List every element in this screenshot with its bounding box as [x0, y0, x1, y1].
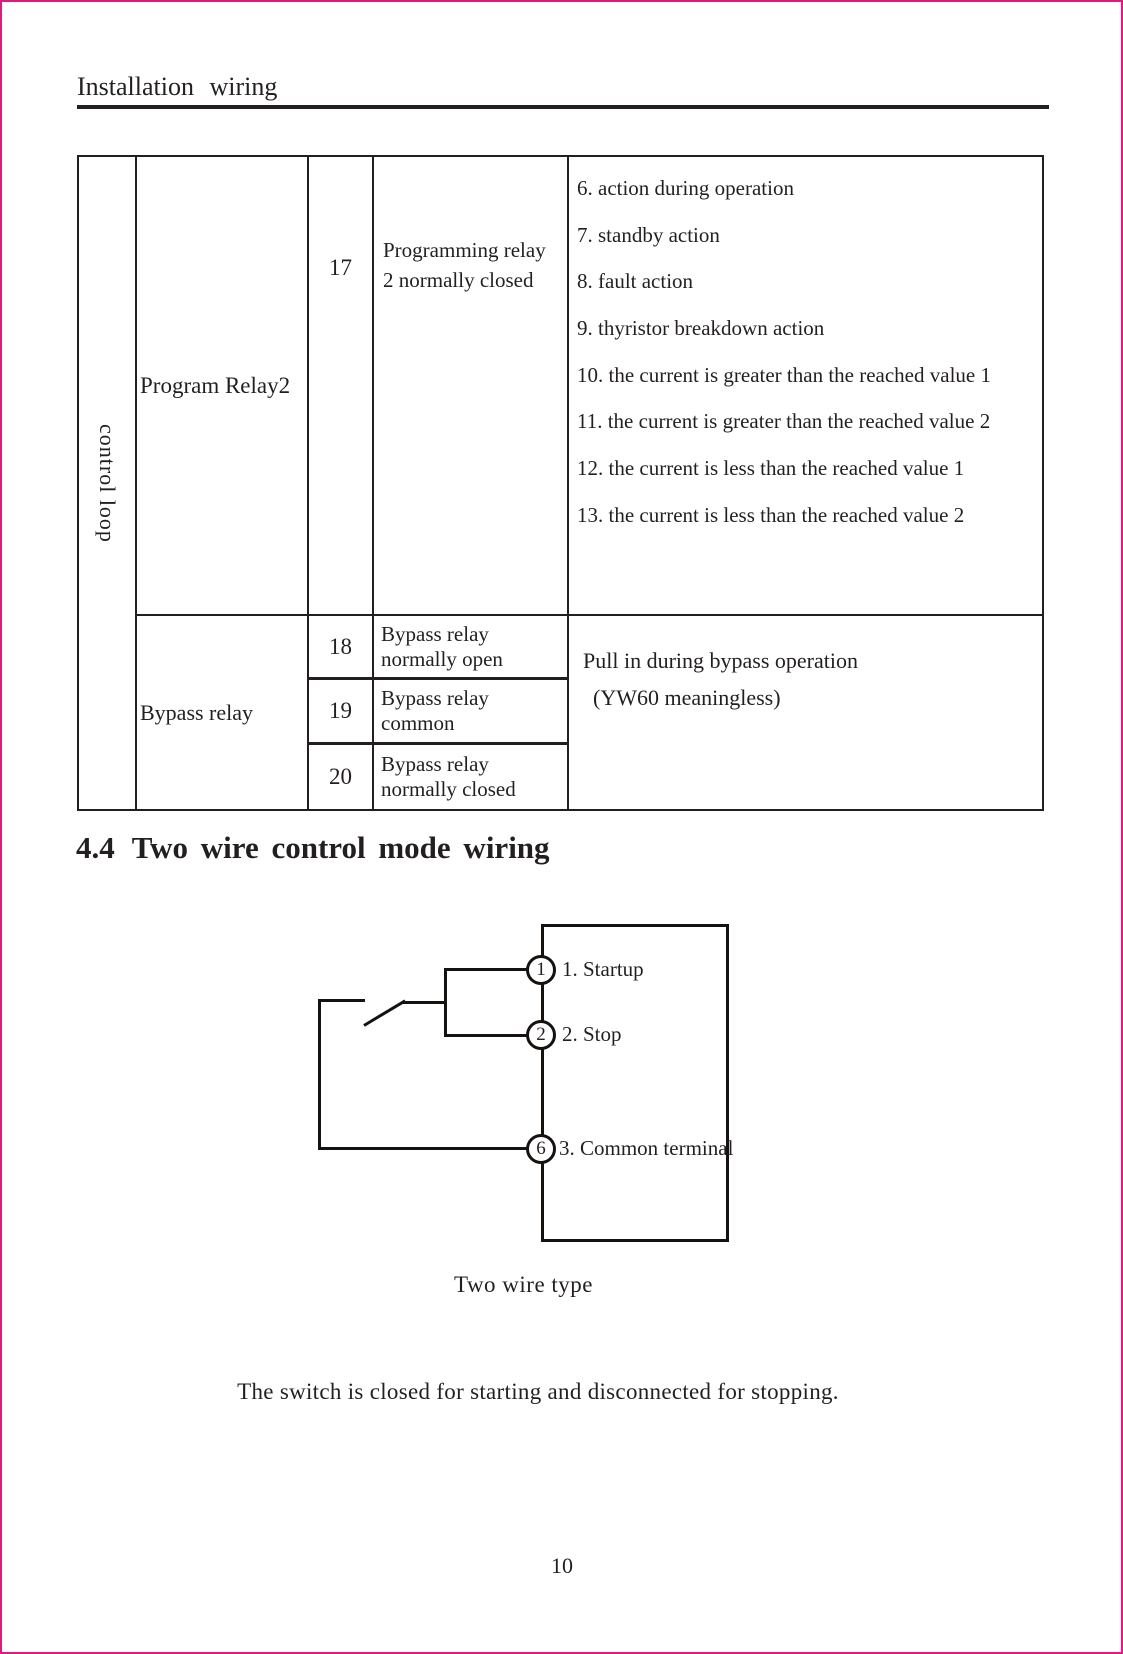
wire-terminal2-horizontal [444, 1034, 528, 1037]
action-item: 9. thyristor breakdown action [577, 315, 825, 340]
terminal-6-number: 6 [536, 1138, 546, 1159]
page-header-title: Installation wiring [77, 72, 278, 101]
switch-blade [363, 999, 406, 1026]
terminal-1-number: 1 [536, 959, 546, 980]
section-heading [76, 830, 550, 866]
table-cell-terminal-19: 19 [307, 677, 372, 742]
bypass-relay-label: Bypass relay [140, 699, 254, 725]
function-18-line1: Bypass relay [381, 621, 489, 646]
terminal-wiring-table [77, 155, 1044, 811]
action-item: 6. action during operation [577, 175, 794, 200]
wire-left-post-vertical [318, 999, 321, 1150]
function-19-line2: common [381, 711, 455, 735]
table-cell-program-relay2-group [135, 157, 307, 614]
header-rule [77, 105, 1049, 109]
control-loop-label: control loop [95, 423, 120, 543]
page-number: 10 [551, 1553, 573, 1578]
table-cell-terminal-20: 20 [307, 742, 372, 809]
function-17-line2: 2 normally closed [383, 268, 534, 292]
terminal-circle-1 [526, 955, 556, 985]
table-cell-function-19 [372, 677, 567, 742]
terminal-2-label: 2. Stop [562, 1022, 622, 1046]
bypass-description-line2: (YW60 meaningless) [593, 685, 781, 710]
wire-terminal1-horizontal [444, 968, 528, 971]
program-relay2-label: Program Relay2 [140, 372, 291, 398]
table-cell-control-loop [79, 157, 135, 809]
function-17-line1: Programming relay [383, 238, 546, 262]
note-text: The switch is closed for starting and disconnected for stopping. [237, 1379, 839, 1404]
terminal-circle-6 [526, 1134, 556, 1164]
table-cell-function-17 [372, 157, 567, 614]
action-item: 7. standby action [577, 222, 720, 247]
table-cell-terminal-18: 18 [307, 614, 372, 677]
terminal-circle-2 [526, 1020, 556, 1050]
bypass-description-line1: Pull in during bypass operation [583, 648, 858, 673]
diagram-caption: Two wire type [454, 1272, 594, 1297]
section-title: Two wire control mode wiring [131, 830, 550, 865]
table-cell-bypass-relay-group [135, 614, 307, 809]
table-cell-action-list [567, 157, 1042, 614]
action-item: 8. fault action [577, 269, 694, 294]
action-item: 13. the current is less than the reached value 2 [577, 502, 965, 527]
function-18-line2: normally open [381, 646, 503, 671]
action-item: 10. the current is greater than the reached value 1 [577, 362, 991, 387]
action-item: 11. the current is greater than the reached value 2 [577, 409, 991, 434]
terminal-1-label: 1. Startup [562, 957, 644, 981]
wire-common-horizontal [318, 1147, 528, 1150]
wire-switch-left-lead [320, 999, 365, 1002]
table-cell-function-18 [372, 614, 567, 677]
terminal-2-number: 2 [536, 1024, 546, 1045]
table-cell-terminal-17: 17 [307, 157, 372, 614]
terminal-6-label: 3. Common terminal [559, 1136, 734, 1160]
action-item: 12. the current is less than the reached value 1 [577, 455, 965, 480]
table-cell-function-20 [372, 742, 567, 809]
function-20-line1: Bypass relay [381, 752, 489, 776]
function-19-line1: Bypass relay [381, 686, 489, 710]
table-cell-bypass-description [567, 614, 1042, 809]
function-20-line2: normally closed [381, 777, 516, 801]
section-number: 4.4 [76, 830, 115, 865]
wire-switch-right-lead [402, 1001, 446, 1004]
